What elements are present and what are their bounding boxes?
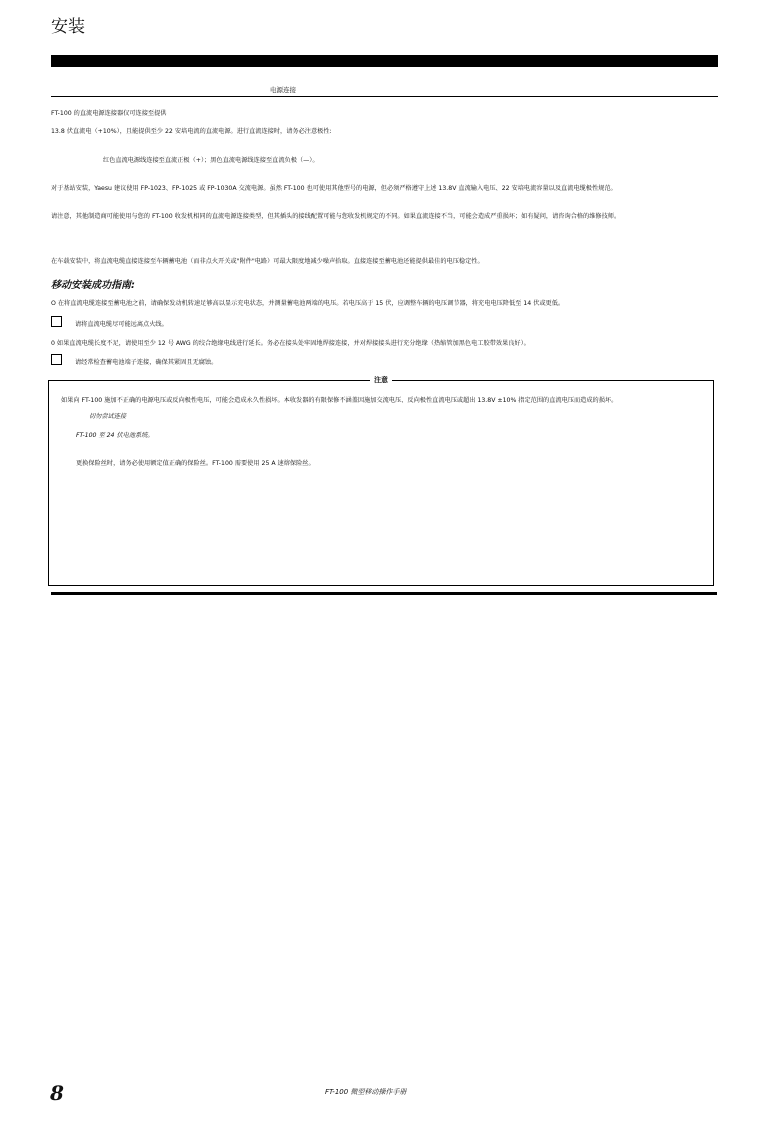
bottom-divider xyxy=(51,592,717,595)
mobile-paragraph: 在车载安装中，将直流电缆直接连接至车辆蓄电池（而非点火开关或"附件"电路）可最大限度地减少噪声拾取。直接连接至蓄电池还能提供最佳的电压稳定性。 xyxy=(51,258,484,265)
caution-box xyxy=(48,376,714,586)
caution-label: 注意 xyxy=(370,375,392,385)
checkbox-icon xyxy=(51,316,62,327)
intro-line-1: FT-100 的直流电源连接器仅可连接至提供 xyxy=(51,110,167,117)
checkbox-icon xyxy=(51,354,62,365)
header-bar xyxy=(51,55,718,67)
caution-text: 如果向 FT-100 施加不正确的电源电压或反向极性电压，可能会造成永久性损坏。本收发器的有限保修不涵盖因施加交流电压、反向极性直流电压或超出 13.8V ±10% 指定范围的直流电压而造成的损坏。 xyxy=(61,397,618,404)
intro-line-2: 13.8 伏直流电（+10%），且能提供至少 22 安培电流的直流电源。进行直流连接时，请务必注意极性: xyxy=(51,128,332,135)
page-header-title: 安装 xyxy=(51,17,85,37)
guide-heading: 移动安装成功指南: xyxy=(51,280,135,291)
footer-title: FT-100 微型移动操作手册 xyxy=(325,1088,407,1096)
guide-item-2: 0 如果直流电缆长度不足，请使用至少 12 号 AWG 的绞合绝缘电线进行延长。务必在接头处牢固地焊接连接，并对焊接接头进行充分绝缘（热缩管加黑色电工胶带效果良好）。 xyxy=(51,340,530,347)
base-station-paragraph: 对于基站安装，Yaesu 建议使用 FP-1023、FP-1025 或 FP-1030A 交流电源。虽然 FT-100 也可使用其他型号的电源，但必须严格遵守上述 13.8V 直流输入电压、22 安培电流容量以及直流电缆极性规范。 xyxy=(51,185,617,192)
warning-paragraph: 请注意，其他制造商可能使用与您的 FT-100 收发机相同的直流电源连接类型，但其插头的接线配置可能与您收发机规定的不同。如果直流连接不当，可能会造成严重损坏；如有疑问，请咨询合格的维修技师。 xyxy=(51,213,621,220)
polarity-instruction: 红色直流电源线连接至直流正极（+）；黑色直流电源线连接至直流负极（—）。 xyxy=(103,157,319,164)
section-divider xyxy=(51,96,718,97)
guide-check-2: 请经常检查蓄电池端子连接，确保其紧固且无腐蚀。 xyxy=(75,359,218,366)
caution-italic-1: 切勿尝试连接 xyxy=(89,413,127,420)
caution-fuse: 更换保险丝时，请务必使用额定值正确的保险丝。FT-100 需要使用 25 A 速熔保险丝。 xyxy=(76,460,315,467)
page-number: 8 xyxy=(50,1081,64,1105)
guide-check-1: 请将直流电缆尽可能远离点火线。 xyxy=(75,321,168,328)
caution-italic-2: FT-100 至 24 伏电池系统。 xyxy=(76,432,154,439)
guide-item-1: O 在将直流电缆连接至蓄电池之前，请确保发动机转速足够高以显示充电状态，并测量蓄电池两端的电压。若电压高于 15 伏，应调整车辆的电压调节器，将充电电压降低至 14 伏或更低。 xyxy=(51,300,565,307)
section-title: 电源连接 xyxy=(270,86,296,94)
